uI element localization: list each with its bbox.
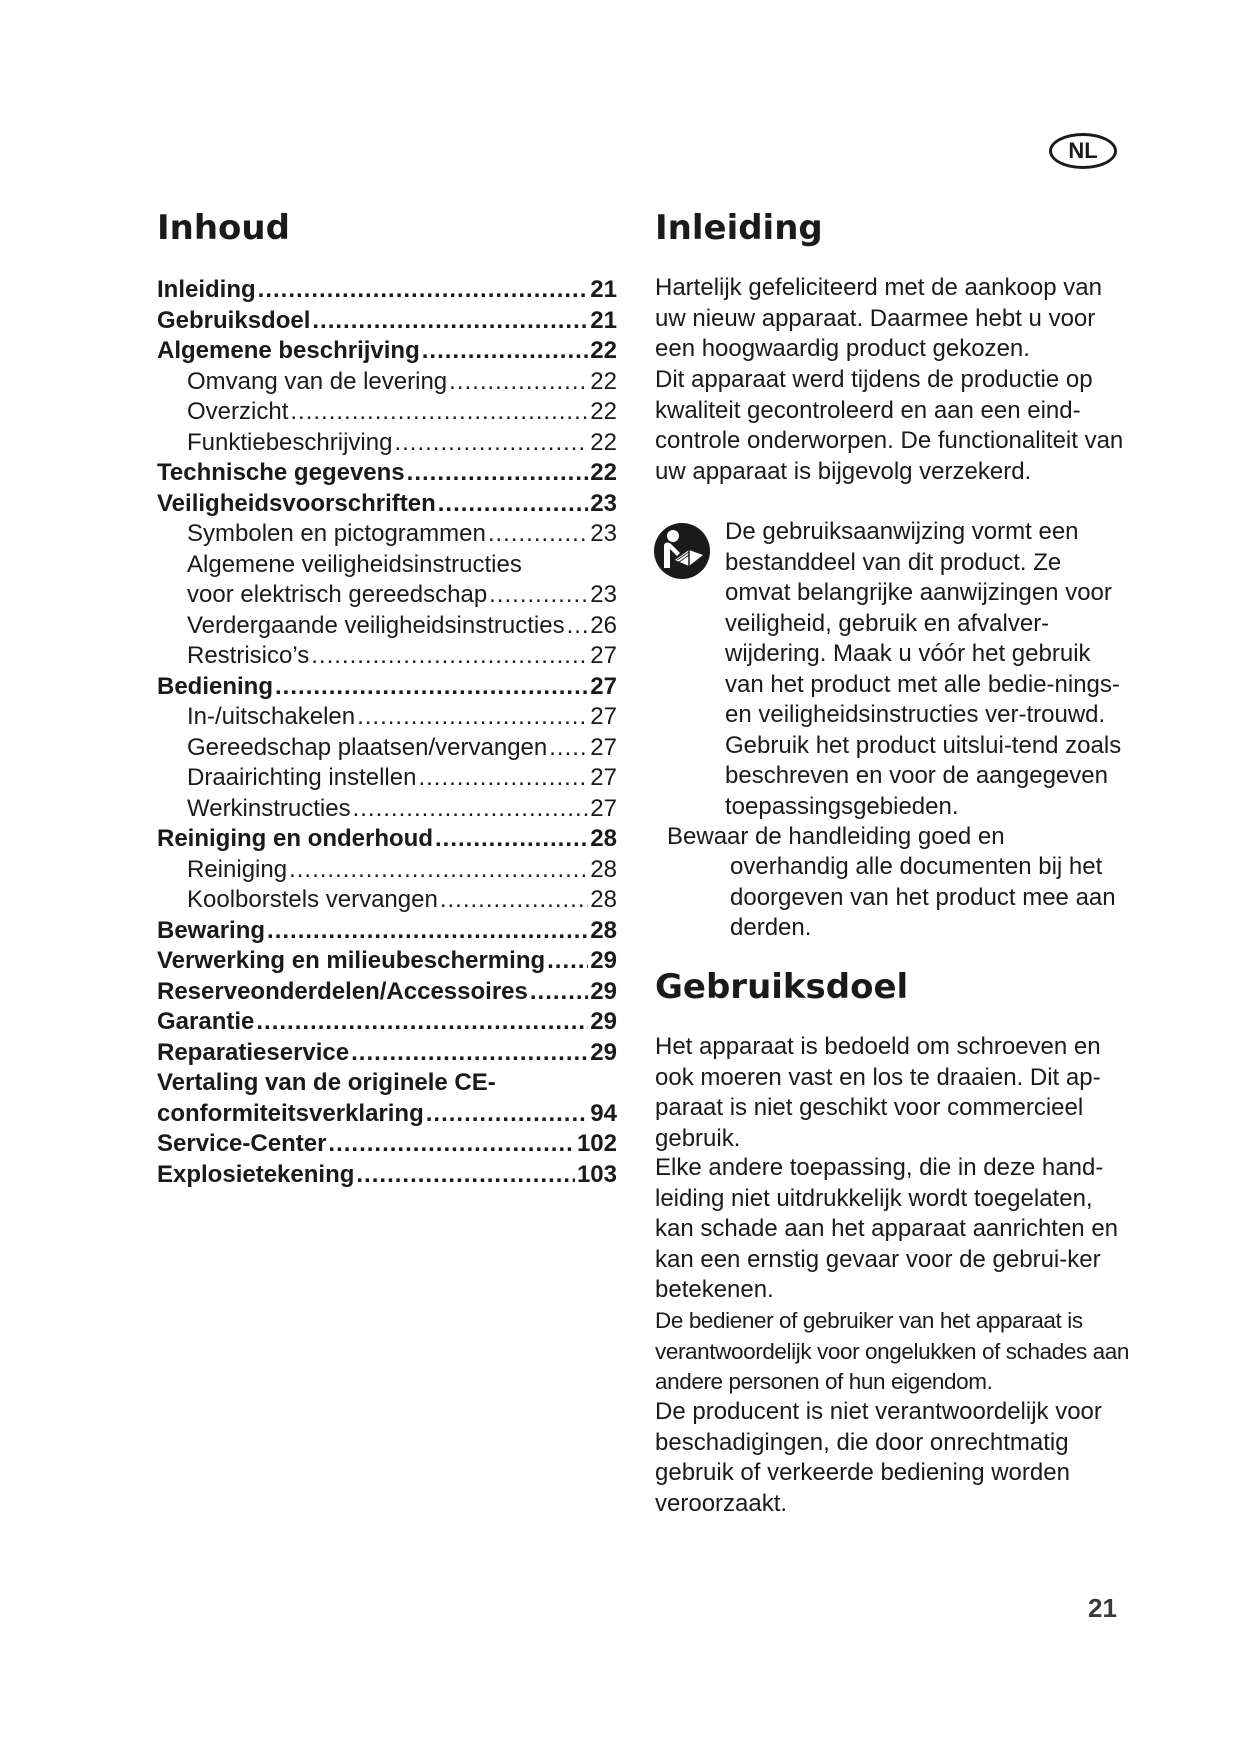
- toc-entry[interactable]: [157, 855, 617, 886]
- toc-entry-page: 27: [590, 794, 617, 822]
- language-code: NL: [1068, 138, 1098, 163]
- toc-entry-label: Funktiebeschrijving: [187, 428, 393, 456]
- toc-entry-label: Restrisico’s: [187, 642, 310, 669]
- toc-leader: [422, 336, 589, 367]
- toc-entry-page: 102: [576, 1130, 617, 1157]
- toc-leader: [256, 1007, 588, 1038]
- toc-entry[interactable]: [157, 1007, 617, 1038]
- toc-entry-page: 27: [590, 733, 617, 761]
- toc-entry-page: 29: [590, 1008, 617, 1035]
- toc-entry[interactable]: [157, 1068, 617, 1099]
- toc-leader: [258, 275, 589, 306]
- toc-entry[interactable]: [157, 641, 617, 672]
- toc-entry[interactable]: [157, 428, 617, 459]
- toc-entry-page: 22: [590, 459, 617, 486]
- toc-leader: [426, 1099, 589, 1130]
- toc-entry[interactable]: [157, 824, 617, 855]
- toc-leader: [418, 763, 588, 794]
- toc-entry-page: 94: [590, 1099, 617, 1127]
- toc-entry-label: Overzicht: [187, 398, 289, 425]
- toc-leader: [567, 611, 589, 642]
- toc-entry[interactable]: [157, 1099, 617, 1130]
- toc-leader: [488, 519, 588, 550]
- toc-entry-label: Symbolen en pictogrammen: [187, 520, 486, 547]
- toc-leader: [328, 1129, 575, 1160]
- inleiding-paragraph: Dit apparaat werd tijdens de productie op kwaliteit gecontroleerd en aan een eind-controle onderworpen. De functionaliteit van uw apparaat is bijgevolg verzekerd.: [655, 366, 1124, 485]
- toc-leader: [489, 580, 588, 611]
- toc-entry-label: Gebruiksdoel: [157, 306, 311, 334]
- manual-note-storage-text: overhandig alle documenten bij het doorgeven van het product mee aan derden.: [730, 853, 1116, 941]
- toc-entry[interactable]: [157, 672, 617, 703]
- toc-entry-page: 22: [590, 337, 617, 364]
- toc-leader: [356, 1160, 575, 1191]
- toc-entry-page: 28: [590, 825, 617, 852]
- toc-entry[interactable]: [157, 1129, 617, 1160]
- manual-note-storage-line: Bewaar de handleiding goed en: [667, 823, 1005, 850]
- toc-entry[interactable]: [157, 489, 617, 520]
- toc-leader: [311, 641, 588, 672]
- toc-entry-page: 22: [590, 367, 617, 395]
- manual-note-paragraph: De gebruiksaanwijzing vormt een bestanddeel van dit product. Ze omvat belangrijke aanwijzingen voor veiligheid, gebruik en afvalver-wijdering. Maak u vóór het gebruik van het product met alle bedie-nings- en veiligheidsinstructies ver-trouwd. Gebruik het product uitslui-tend zoals beschreven en voor de aangegeven toepassingsgebieden.: [725, 518, 1122, 820]
- gebruiksdoel-paragraph: Het apparaat is bedoeld om schroeven en ook moeren vast en los te draaien. Dit ap-paraat is niet geschikt voor commercieel gebruik.: [655, 1033, 1101, 1152]
- toc-leader: [394, 428, 588, 459]
- toc-entry-label: Explosietekening: [157, 1160, 355, 1188]
- toc-leader: [267, 916, 588, 947]
- toc-entry[interactable]: [157, 580, 617, 611]
- toc-entry-label: Koolborstels vervangen: [187, 886, 438, 913]
- toc-entry-page: 26: [590, 611, 617, 639]
- toc-entry[interactable]: [157, 336, 617, 367]
- toc-leader: [275, 672, 588, 703]
- toc-entry[interactable]: [157, 397, 617, 428]
- toc-leader: [312, 306, 588, 337]
- toc-entry-page: 29: [590, 1038, 617, 1066]
- gebruiksdoel-heading: Gebruiksdoel: [655, 967, 909, 1007]
- toc-entry[interactable]: [157, 885, 617, 916]
- toc-entry-page: 21: [590, 306, 617, 334]
- toc-entry[interactable]: [157, 1038, 617, 1069]
- read-manual-icon: [653, 522, 711, 580]
- gebruiksdoel-paragraph: Elke andere toepassing, die in deze hand-leiding niet uitdrukkelijk wordt toegelaten, kan schade aan het apparaat aanrichten en kan een ernstig gevaar voor de gebrui-ker betekenen.: [655, 1154, 1119, 1303]
- toc-entry-label: Vertaling van de originele CE-: [157, 1069, 496, 1096]
- toc-entry[interactable]: [157, 519, 617, 550]
- toc-entry-page: 22: [590, 398, 617, 425]
- toc-leader: [547, 946, 588, 977]
- toc-entry-label: Draairichting instellen: [187, 764, 417, 791]
- toc-heading: Inhoud: [157, 208, 290, 248]
- toc-entry-page: 28: [590, 916, 617, 944]
- toc-entry[interactable]: [157, 1160, 617, 1191]
- toc-entry-page: 23: [590, 581, 617, 608]
- toc-entry[interactable]: [157, 611, 617, 642]
- toc-entry-label: Reiniging en onderhoud: [157, 825, 433, 852]
- toc-entry-label: Verdergaande veiligheidsinstructies: [187, 611, 565, 639]
- toc-leader: [549, 733, 588, 764]
- toc-entry[interactable]: [157, 763, 617, 794]
- toc-leader: [438, 489, 589, 520]
- toc-entry-page: 29: [590, 977, 617, 1005]
- toc-entry-label: Algemene veiligheidsinstructies: [187, 550, 522, 578]
- toc-entry[interactable]: [157, 946, 617, 977]
- toc-entry-page: 28: [590, 855, 617, 883]
- toc-entry-label: Inleiding: [157, 276, 256, 303]
- toc-entry-label: Bewaring: [157, 916, 266, 944]
- toc-entry-page: 27: [590, 764, 617, 791]
- toc-entry-page: 27: [590, 703, 617, 730]
- toc-leader: [289, 855, 588, 886]
- toc-entry-label: Verwerking en milieubescherming: [157, 947, 546, 974]
- toc-entry[interactable]: [157, 458, 617, 489]
- toc-leader: [440, 885, 588, 916]
- toc-entry[interactable]: [157, 733, 617, 764]
- toc-leader: [357, 702, 588, 733]
- toc-entry-label: Werkinstructies: [187, 794, 351, 822]
- toc-leader: [290, 397, 588, 428]
- toc-entry-label: Gereedschap plaatsen/vervangen: [187, 733, 548, 761]
- language-badge: [1049, 133, 1117, 169]
- inleiding-paragraph: Hartelijk gefeliciteerd met de aankoop van uw nieuw apparaat. Daarmee hebt u voor een hoogwaardig product gekozen.: [655, 274, 1102, 362]
- toc-entry-label: Reparatieservice: [157, 1038, 350, 1066]
- toc-entry-page: 103: [576, 1160, 617, 1188]
- toc-entry[interactable]: [157, 794, 617, 825]
- toc-entry-label: Garantie: [157, 1008, 255, 1035]
- toc-entry-label: Bediening: [157, 672, 274, 700]
- toc-entry-page: 27: [590, 642, 617, 669]
- toc-leader: [407, 458, 589, 489]
- gebruiksdoel-paragraph: De producent is niet verantwoordelijk voor beschadigingen, die door onrechtmatig gebruik of verkeerde bediening worden veroorzaakt.: [655, 1398, 1102, 1517]
- toc-entry-page: 21: [590, 276, 617, 303]
- toc-entry[interactable]: [157, 977, 617, 1008]
- toc-entry[interactable]: [157, 306, 617, 337]
- toc-entry-label: Reiniging: [187, 855, 288, 883]
- toc-entry-label: Service-Center: [157, 1130, 327, 1157]
- toc-entry-page: 27: [590, 672, 617, 700]
- toc-entry-page: 23: [590, 489, 617, 517]
- toc-leader: [351, 1038, 588, 1069]
- gebruiksdoel-paragraph: De bediener of gebruiker van het apparaat is verantwoordelijk voor ongelukken of schades aan andere personen of hun eigendom.: [655, 1308, 1130, 1394]
- toc-entry-label: voor elektrisch gereedschap: [187, 581, 488, 608]
- toc-leader: [449, 367, 588, 398]
- toc-entry-label: conformiteitsverklaring: [157, 1099, 424, 1127]
- inleiding-heading: Inleiding: [655, 208, 823, 248]
- toc-entry[interactable]: [157, 367, 617, 398]
- toc-entry-label: Technische gegevens: [157, 459, 405, 486]
- toc-entry-label: Omvang van de levering: [187, 367, 448, 395]
- toc-entry[interactable]: [157, 275, 617, 306]
- toc-entry-page: 23: [590, 520, 617, 547]
- toc-entry-label: Algemene beschrijving: [157, 337, 420, 364]
- toc-entry-page: 22: [590, 428, 617, 456]
- toc-leader: [353, 794, 589, 825]
- toc-entry-page: 28: [590, 886, 617, 913]
- table-of-contents: [157, 275, 617, 1190]
- toc-leader: [530, 977, 588, 1008]
- toc-entry-label: In-/uitschakelen: [187, 703, 356, 730]
- toc-entry[interactable]: [157, 702, 617, 733]
- toc-entry-page: 29: [590, 947, 617, 974]
- toc-entry-label: Veiligheidsvoorschriften: [157, 489, 436, 517]
- toc-leader: [435, 824, 588, 855]
- toc-entry[interactable]: [157, 550, 617, 581]
- toc-entry[interactable]: [157, 916, 617, 947]
- page-number: 21: [1088, 1593, 1117, 1623]
- toc-entry-label: Reserveonderdelen/Accessoires: [157, 977, 528, 1005]
